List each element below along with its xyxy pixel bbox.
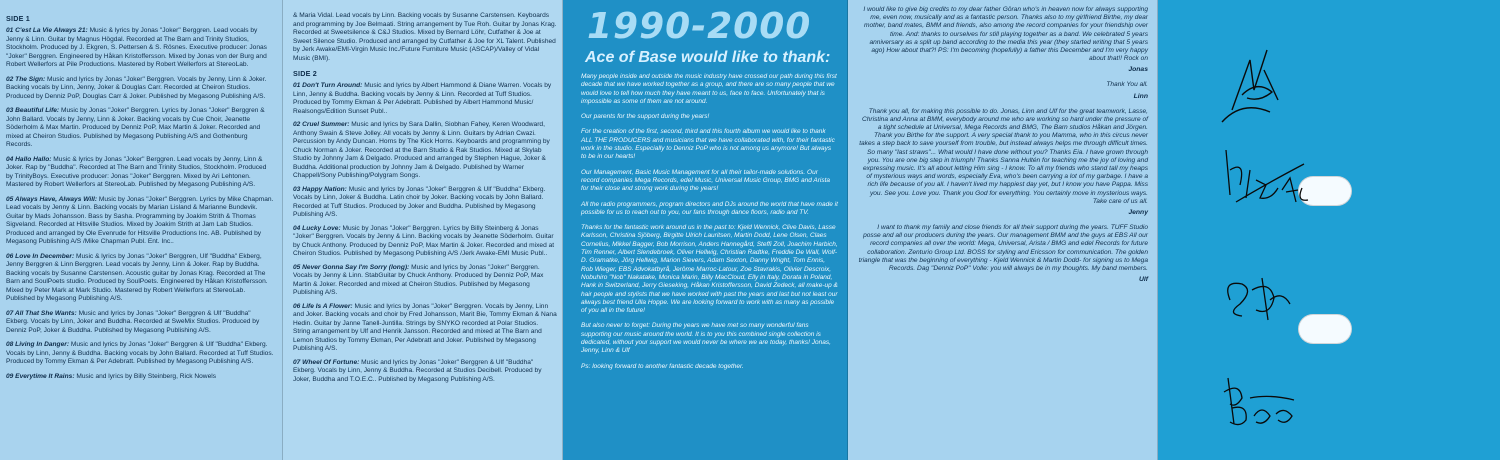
thanks-panel (563, 0, 848, 460)
track-credit: 02 The Sign: Music and lyrics by Jonas "Joker" Berggren. Vocals by Jenny, Linn & Joker. Backing vocals by Linn, Jenny, Joker & Douglas Carr. Recorded at Cheiron Studios. Produced by Denniz PoP, Douglas Carr & Joker. Published by Megasong Publishing A/S. (6, 75, 267, 100)
member-signoff: Jenny (1128, 209, 1148, 217)
track-credit: 02 Cruel Summer: Music and lyrics by Sara Dallin, Siobhan Fahey, Keren Woodward, Anthony Swain & Steve Jolley. All vocals by Jenny & Linn. Guitars by Adrian Cwazi. Percussion by Andy Duncan. Horns by The Kick Horns. Keyboards and programming by Chuck Norman & Joker. Recorded at the Barn Studio & Rak Studios. Mixed at Skylab Studio by Johnny Jam & Delgado. Produced and arranged by Stephen Hague, Joker & Buddha. Additional production by Johnny Jam & Delgado. Published by Warner Chappell/Sony Publishing/Polygram Songs. (293, 121, 550, 179)
thanks-paragraph: Our Management, Basic Music Management for all their tailor-made solutions. Our record companies Mega Records, edel Music, Universal Music Group, BMG and Arista for their close and strong work during the years! (581, 168, 831, 193)
thanks-paragraph: Our parents for the support during the years! (581, 113, 710, 121)
track-credit: 05 Never Gonna Say I'm Sorry (long): Music and lyrics by Jonas "Joker" Berggren. Vocals by Jenny & Linn. StabGuitar by Chuck Anthony. Produced by Denniz PoP, Max Martin & Joker. Recorded and mixed at Cheiron Studios. Published by Megasong Publishing A/S. (293, 263, 544, 296)
personal-thanks-panel (848, 0, 1158, 460)
side2-credits-panel (283, 0, 563, 460)
personal-thanks-text: Thank you all, for making this possible to do. Jonas, Linn and Ulf for the great teamwork, Lasse, Christina and Anna at BMM, everybody around me who are working so hard under the pressure of a tight schedule at Universal, Mega Records and BMG, The Barn studios Håkan and Jörgen. Thank you Birthe for the support. A very special thank to you Mamma, who in this circus never takes a step back to save yourself from trouble, but instead always helps me through difficult times. So many "last straws"... What would I have done without you? Thanks Eia. I have grown through you. You are one big step in triumph! Thanks Sanna Hultén for teaching me the joy of loving and expressing music. It's all about letting Him sing - I know. To all my friends who stand tall my heaps of mysterious ways and words, especially Eva, who's been carrying a lot of my garbage. I have a rich life because of you all. I haven't lived my happiest day yet, but I know you have Pappa. Miss you. See you. Love you. Thank you God for everything. You certainly move in mysterious ways. Take care of us all. (859, 107, 1148, 205)
autograph-signature-3 (1212, 260, 1302, 330)
track-credit: 04 Lucky Love: Music by Jonas "Joker" Berggren. Lyrics by Billy Steinberg & Jonas "Joker" Berggren. Vocals by Jenny & Linn. Backing vocals by Jeanette Söderholm. Guitar by Chuck Anthony. Produced by Denniz PoP, Max Martin & Joker. Recorded and mixed at Cheiron Studios. Published by Megasong Publishing A/S /Jerk Awake-EMI Music Publ.. (293, 224, 555, 257)
thanks-paragraph: Thanks for the fantastic work around us in the past to: Kjeld Wennick, Clive Davis, Lasse Karlsson, Christina Sjöberg, Birgitte Ulrich Lauritsen, Martin Dodd, Lene Olsen, Claes Cornelius, Mikkel Bagger, Bob Morrison, Anders Hannegård, Steffi Zoll, Joachim Harbich, Tim Renner, Albert Slendebroek, Oliver Hellwig, Christian Radtke, Freddie De Wall, Wolf-D. Gramatke, Jörg Hellwig, Marion Sievers, Adam Sexton, Danny Wright, Tom Ennis, Rob Wieger, EBS Advokatbyrå, Jeröme Marroc-Latour, Zoe Stavrakis, Olivier Descroix, Nobuhiro "Nob" Nakatake, Monica Marin, Billy MacCloud, Elly in Italy, Dorata in Poland, Hank in Switzerland, Jerry Gieseking, Håkan Kristoffersson, David Zedeck, all make-up & hair people and stylists that we have worked with past the years and last but not least our always best friend Ulla Hoppe. We are looking forward to work with as many as possible of you all in the future! (581, 224, 838, 315)
thanks-paragraph: All the radio programmers, program directors and DJs around the world that have made it possible for us to reach out to you, our fans through dance floors, radio and TV. (581, 200, 838, 216)
thanks-paragraph: Many people inside and outside the music industry have crossed our path during this first decade that we have worked together as a group, and there are so many people that we would love to tell how much they have meant to us, face to face. Unfortunately that is impossible as some of them are not around. (581, 73, 837, 105)
personal-thanks-text: I would like to give big credits to my dear father Göran who's in heaven now for always supporting me, even now, musically and as a fantastic person. Thanks also to my girlfriend Birthe, my dear mother, band mates, BMM and friends, also among the record companies for your friendship over time. And: thanks to ourselves for still playing together as a band. We celebrated 5 years anniversary as a split up band according to the media this year (they started writing that 5 years ago) How about that?! PS: I'm becoming (hopefully) a father this December and I'm very happy about that!! Rock on (863, 6, 1148, 63)
side2-label: SIDE 2 (293, 69, 317, 78)
thanks-paragraph: But also never to forget: During the years we have met so many wonderful fans supporting our music around the world. It is to you this combined single collection is dedicated, without your support we would never be where we are today, thanks! Jonas, Jenny, Linn & Ulf (581, 322, 831, 355)
track-credit: 03 Beautiful Life: Music by Jonas "Joker" Berggren. Lyrics by Jonas "Joker" Berggren & John Ballard. Vocals by Jenny, Linn & Joker. Backing vocals by Cue Choir, Jeanette Söderholm & Max Martin. Produced by Denniz PoP, Max Martin & Joker. Recorded and mixed at Cheiron Studios. Published by Megasong Publishing A/S and Gothenburg Records. (6, 107, 265, 148)
track-credit: 07 Wheel Of Fortune: Music and lyrics by Jonas "Joker" Berggren & Ulf "Buddha" Ekberg. Vocals by Linn, Jenny & Buddha. Recorded at Studios Decibell. Produced by Joker, Buddha and T.O.E.C.. Published by Megasong Publishing A/S. (293, 358, 542, 383)
case-slot-cutout (1298, 314, 1352, 344)
track-credit: 01 Don't Turn Around: Music and lyrics by Albert Hammond & Diane Warren. Vocals by Linn, Jenny & Buddha. Backing vocals by Jenny & Linn. Recorded at Tuff Studios. Produced by Tommy Ekman & Per Adebratt. Published by Albert Hammond Music/ Realsongs/Edition Sunset Publ.. (293, 82, 552, 115)
personal-thanks-text: Thank You all. (1106, 81, 1148, 89)
autograph-signature-1 (1212, 40, 1292, 130)
track-credit: 06 Love In December: Music & lyrics by Jonas "Joker" Berggren, Ulf "Buddha" Ekberg, Jenny Berggren & Linn Berggren. Lead vocals by Jenny, Linn & Joker. Rap by Buddha. Backing vocals by Susanne Carstensen. Acoustic guitar by Jonas Krag. Recorded at The Barn and SoulPoets studio. Produced by SoulPoets. Engineered by Håkan Kristoffersson. Mixed by Peter Mark at Mark Studio. Mastered by Robert Wellerfors at StereoLab. Published by Megasong Publishing A/S. (6, 252, 268, 302)
personal-thanks-text: I want to thank my family and close friends for all their support during the years. TUFF Studio posse and all our producers during the years. Our management BMM and the guys at EBS All our record companies all over the world: Mega, Universal, Arista / BMG and edel Records for future collaboration. Zenturio Group Ltd. BOSS for styling and Ericsson for communication. The golden triangle that was the beginning of everything - Kjeld Wennick & Martin Dodd- for signing us to Mega Records. Dag "Denniz PoP" Volle: you will always be in my thoughts. My band members. (858, 224, 1148, 273)
member-signoff: Jonas (1128, 66, 1148, 74)
track-credit: 09 Everytime It Rains: Music and lyrics by Billy Steinberg, Rick Nowels (6, 372, 217, 380)
track-credit: 08 Living In Danger: Music and lyrics by Jonas "Joker" Berggren & Ulf "Buddha" Ekberg. Vocals by Linn, Jenny & Buddha. Backing vocals by John Ballard. Recorded at Tuff Studios. Produced by Tommy Ekman & Per Adebratt. Published by Megasong Publishing A/S. (6, 341, 274, 365)
track-credit: 07 All That She Wants: Music and lyrics by Jonas "Joker" Berggren & Ulf "Buddha" Ekberg. Vocals by Linn, Joker and Buddha. Recorded at SweMix Studios. Produced by Denniz PoP, Joker & Buddha. Published by Megasong Publishing A/S. (6, 309, 260, 334)
side1-credits-panel (0, 0, 283, 460)
member-signoff: Linn (1133, 92, 1148, 100)
autograph-signature-2 (1216, 140, 1316, 220)
track-credit: 03 Happy Nation: Music and lyrics by Jonas "Joker" Berggren & Ulf "Buddha" Ekberg. Vocals by Linn, Joker & Buddha. Latin choir by Joker. Backing vocals by John Ballard. Recorded at Tuff Studios. Produced by Joker and Buddha. Published by Megasong Publishing A/S. (293, 185, 546, 218)
track-credit-continued: & Maria Vidal. Lead vocals by Linn. Backing vocals by Susanne Carstensen. Keyboards and programming by Joe Belmaati. String arrangement by Tue Roh. Guitar by Jonas Krag. Recorded at Sweetsilence & C&J Studios. Mixed by Bernard Löhr, Cutfather & Joe at Sweet Silence Studio. Produced and arranged by Cutfather & Joe for XL Talent. Published by Jerk Awake/EMI-Virgin Music Inc./Future Furniture Music (ASCAP)/Valley of Vidal Music (BMI). (293, 12, 557, 62)
track-credit: 06 Life Is A Flower: Music and lyrics by Jonas "Joker" Berggren. Vocals by Jenny, Linn and Joker. Backing vocals and choir by Fred Johansson, Marit Bie, Tommy Ekman & Nana Hedin. Guitar by Janne Tanell-Juntilla. Strings by SNYKO recorded at Polar Studios. String arrangement by Ulf and Henrik Jansson. Recorded and mixed at The Barn and Lemon Studios by Tommy Ekman, Per Adebratt and Joker. Published by Megasong Publishing A/S. (293, 302, 557, 352)
thanks-paragraph: For the creation of the first, second, third and this fourth album we would like to thank ALL THE PRODUCERS and musicians that we have collaborated with, for their fantastic work in the studio. Especially to Denniz PoP who is not among us anymore! But always to be in our hearts! (581, 128, 835, 161)
side1-label: SIDE 1 (6, 14, 30, 23)
thanks-title: 1990-2000 (587, 6, 812, 47)
thanks-subtitle: Ace of Base would like to thank: (585, 49, 831, 66)
track-credit: 05 Always Have, Always Will: Music by Jonas "Joker" Berggren. Lyrics by Mike Chapman. Lead vocals by Jenny & Linn. Backing vocals by Marian Lisland & Marianne Bundevik. Guitar by Mads Johansson. Bass by Sasha. Programming by Joakim Strith & Thomas Sigveland. Recorded at Hitsville Studios. Mixed by Joakim Strith at Jam Lab Studios. Produced and arranged by Ole Evenrude for Hitsville Productions Inc. AB. Published by Megasong Publishing A/S /Mike Chapman Publ. Ent. Inc.. (6, 195, 274, 245)
track-credit: 01 C'est La Vie Always 21: Music & lyrics by Jonas "Joker" Berggren. Lead vocals by Jenny & Linn. Guitar by Magnus Högdal. Recorded at The Barn and Trinity Studios, Stockholm. Produced by J. Ekgren, S. Pettersen & S. Rösnes. Executive producer: Jonas "Joker" Berggren. Engineered by Håkan Kristoffersson. Mixed by Jonas von der Burg and Robert Wellerfors at Pile Productions. Mastered by Robert Wellerfors at StereoLab. (6, 27, 267, 68)
member-signoff: Ulf (1138, 276, 1148, 284)
track-credit: 04 Hallo Hallo: Music & lyrics by Jonas "Joker" Berggren. Lead vocals by Jenny, Linn & Joker. Rap by "Buddha". Recorded at The Barn and Trinity Studios, Stockholm. Produced by TrinityBoys. Executive producer: Jonas "Joker" Berggren. Mixed by Ari Lehtonen. Mastered by Robert Wellerfors at StereoLab. Published by Megasong Publishing A/S. (6, 155, 267, 188)
autograph-signature-4 (1210, 368, 1310, 438)
thanks-paragraph: Ps: looking forward to another fantastic decade together. (581, 362, 744, 370)
